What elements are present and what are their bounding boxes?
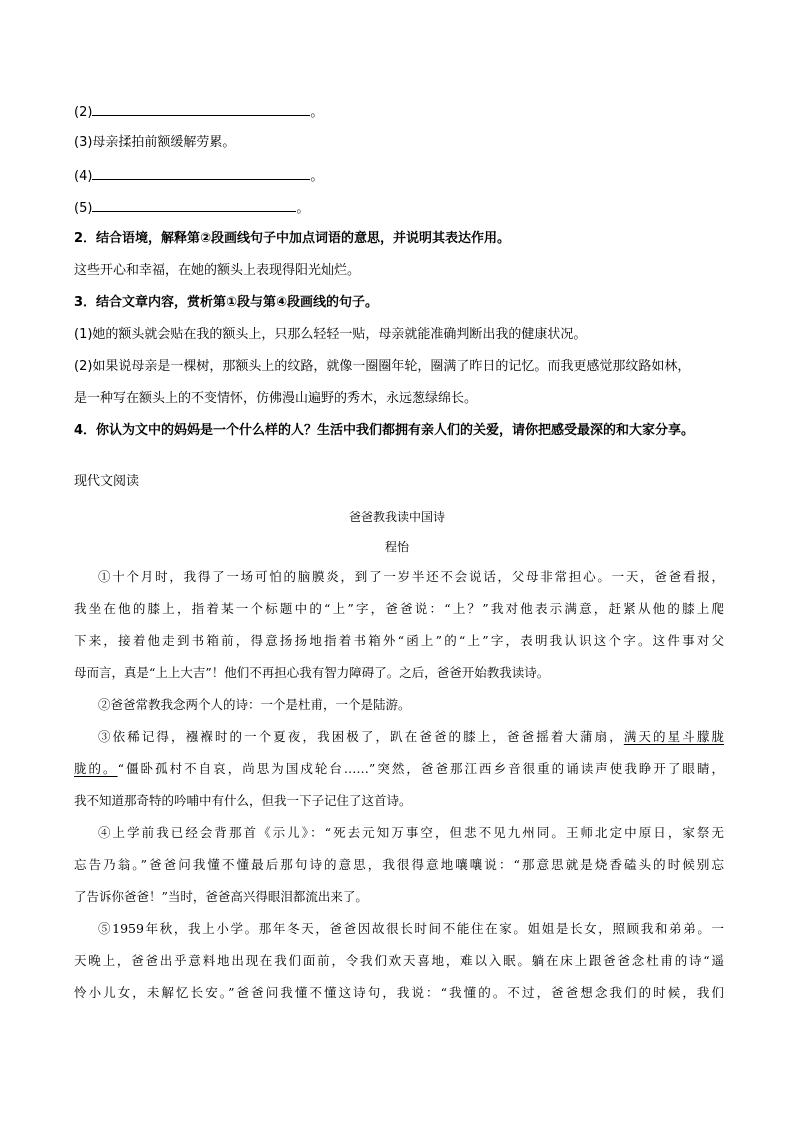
paragraph-5-line-3: 怜小儿女，未解忆长安。”爸爸问我懂不懂这诗句，我说：“我懂的。不过，爸爸想念我们的时候，我们	[74, 985, 724, 1000]
question-3-part-2-line-2: 是一种写在额头上的不变情怀，仿佛漫山遍野的秀木，永远葱绿绵长。	[74, 391, 478, 406]
paragraph-2: ②爸爸常教我念两个人的诗：一个是杜甫，一个是陆游。	[98, 697, 411, 712]
answer-line-4	[74, 166, 323, 186]
article-title: 爸爸教我读中国诗	[348, 510, 445, 524]
paragraph-4-line-2: 忘告乃翁。”爸爸问我懂不懂最后那句诗的意思，我很得意地嚷嚷说：“那意思就是烧香磕头的时候别忘	[74, 857, 724, 872]
paragraph-1-line-3: 下来，接着他走到书箱前，得意扬扬地指着书箱外“函上”的“上”字，表明我认识这个字。这件事对父	[74, 633, 724, 648]
paragraph-1-line-1: ①十个月时，我得了一场可怕的脑膜炎，到了一岁半还不会说话，父母非常担心。一天，爸爸看报，	[98, 569, 724, 584]
paragraph-5-line-1: ⑤1959年秋，我上小学。那年冬天，爸爸因故很长时间不能住在家。姐姐是长女，照顾我和弟弟。一	[98, 921, 724, 936]
answer-5-end: 。	[296, 201, 310, 216]
answer-4-number: (4)	[74, 169, 93, 184]
paragraph-1-line-4: 母而言，真是“上上大吉”！他们不再担心我有智力障碍了。之后，爸爸开始教我读诗。	[74, 665, 550, 680]
question-3-part-2-line-1: (2)如果说母亲是一棵树，那额头上的纹路，就像一圈圈年轮，圈满了昨日的记忆。而我更感觉那纹路如林，	[74, 359, 691, 374]
answer-2-blank[interactable]	[92, 102, 310, 116]
question-4-title: 4．你认为文中的妈妈是一个什么样的人？生活中我们都拥有亲人们的关爱，请你把感受最深的和大家分享。	[74, 423, 695, 438]
question-2-title: 2．结合语境，解释第②段画线句子中加点词语的意思，并说明其表达作用。	[74, 231, 511, 246]
question-3-part-1: (1)她的额头就会贴在我的额头上，只那么轻轻一贴，母亲就能准确判断出我的健康状况。	[74, 327, 587, 342]
answer-5-number: (5)	[74, 201, 93, 216]
paragraph-3-line-1: ③依稀记得，襁褓时的一个夏夜，我困极了，趴在爸爸的膝上，爸爸摇着大蒲扇，满天的星斗朦胧	[98, 729, 724, 744]
answer-line-5	[74, 198, 309, 218]
paragraph-3-line-3: 我不知道那奇特的吟哺中有什么，但我一下子记住了这首诗。	[74, 793, 412, 808]
answer-2-end: 。	[310, 105, 324, 120]
paragraph-1-line-2: 我坐在他的膝上，指着某一个标题中的“上”字，爸爸说：“上？”我对他表示满意，赶紧从他的膝上爬	[74, 601, 724, 616]
underlined-sentence: 满天的星斗朦胧	[623, 729, 724, 744]
answer-2-number: (2)	[74, 105, 93, 120]
paragraph-4-line-1: ④上学前我已经会背那首《示儿》：“死去元知万事空，但悲不见九州同。王师北定中原日，家祭无	[98, 825, 724, 840]
article-author: 程怡	[384, 540, 409, 554]
question-3-title: 3．结合文章内容，赏析第①段与第④段画线的句子。	[74, 295, 379, 310]
answer-line-2	[74, 102, 323, 122]
answer-5-blank[interactable]	[92, 198, 296, 212]
answer-line-3: (3)母亲揉拍前额缓解劳累。	[74, 135, 236, 150]
answer-4-end: 。	[310, 169, 324, 184]
underlined-sentence-end: 胧的。	[74, 761, 118, 776]
paragraph-3-line-2: 胧的。“僵卧孤村不自哀，尚思为国戍轮台……”突然，爸爸那江西乡音很重的诵读声使我睁开了眼睛，	[74, 761, 724, 776]
section-heading: 现代文阅读	[74, 474, 140, 489]
answer-4-blank[interactable]	[92, 166, 310, 180]
paragraph-5-line-2: 天晚上，爸爸出乎意料地出现在我们面前，令我们欢天喜地，难以入眠。躺在床上跟爸爸念杜甫的诗“遥	[74, 953, 724, 968]
paragraph-4-line-3: 了告诉你爸爸！”当时，爸爸高兴得眼泪都流出来了。	[74, 889, 368, 904]
question-2-sentence: 这些开心和幸福，在她的额头上表现得阳光灿烂。	[74, 263, 361, 278]
